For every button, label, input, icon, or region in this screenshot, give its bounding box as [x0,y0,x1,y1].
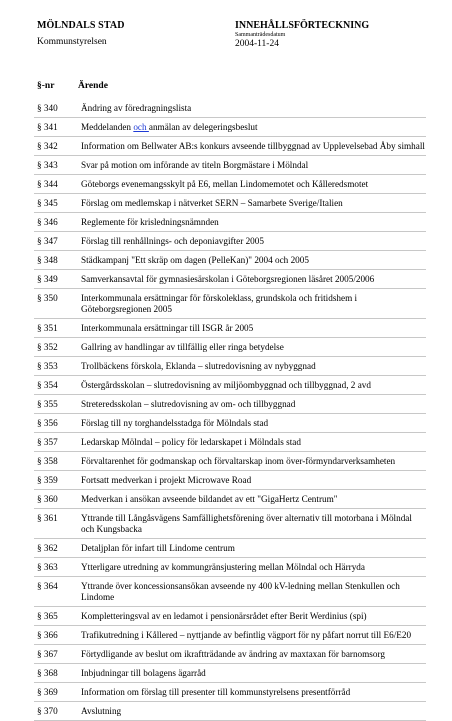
agenda-row [34,232,426,251]
agenda-item-text: Medverkan i ansökan avseende bildandet av ett "GigaHertz Centrum" [81,494,338,504]
paragraph-number: § 355 [37,399,58,409]
agenda-item-text: Yttrande till Långåsvägens Samfällighetsförening över alternativ till motorbana i Mölndal och Kungsbacka [81,513,412,534]
agenda-row [34,452,426,471]
paragraph-number: § 347 [37,236,58,246]
agenda-item-text: Östergårdsskolan – slutredovisning av miljöombyggnad och tillbyggnad, 2 avd [81,380,371,390]
agenda-item-text: Detaljplan för infart till Lindome centrum [81,543,235,553]
agenda-row [34,626,426,645]
paragraph-number: § 340 [37,103,58,113]
agenda-row [34,213,426,232]
paragraph-number: § 367 [37,649,58,659]
paragraph-number: § 357 [37,437,58,447]
agenda-row [34,702,426,721]
paragraph-number: § 364 [37,581,58,591]
agenda-item-text: Trafikutredning i Kållered – nyttjande av befintlig vägport för ny påfart norrut till E6/E20 [81,630,412,640]
agenda-row [34,137,426,156]
paragraph-number: § 342 [37,141,58,151]
paragraph-number: § 350 [37,293,58,303]
agenda-row [34,539,426,558]
agenda-row [34,99,426,118]
agenda-item-text: Förslag till ny torghandelsstadga för Mölndals stad [81,418,269,428]
paragraph-number: § 352 [37,342,58,352]
paragraph-number: § 356 [37,418,58,428]
agenda-item-text: Reglemente för krisledningsnämnden [81,217,219,227]
agenda-item-text: Information om förslag till presenter till kommunstyrelsens presentförråd [81,687,351,697]
agenda-row [34,338,426,357]
header-right [235,20,369,49]
agenda-row [34,664,426,683]
agenda-item-text: Inbjudningar till bolagens ägarråd [81,668,206,678]
meeting-date-label: Sammanträdesdatum [235,32,286,38]
agenda-item-text: Trollbäckens förskola, Eklanda – slutredovisning av nybyggnad [81,361,316,371]
paragraph-number: § 353 [37,361,58,371]
agenda-row [34,118,426,137]
agenda-row [34,509,426,539]
agenda-row [34,194,426,213]
agenda-row [34,175,426,194]
agenda-item-text: Ändring av föredragningslista [81,103,192,113]
department-name: Kommunstyrelsen [37,37,107,47]
agenda-row [34,319,426,338]
organization-name: MÖLNDALS STAD [37,20,125,31]
agenda-item-text: Kompletteringsval av en ledamot i pensionärsrådet efter Berit Werdinius (spi) [81,611,367,621]
agenda-row [34,414,426,433]
agenda-item-text: Gallring av handlingar av tillfällig eller ringa betydelse [81,342,284,352]
agenda-row [34,683,426,702]
paragraph-number: § 345 [37,198,58,208]
paragraph-number: § 370 [37,706,58,716]
agenda-row [34,357,426,376]
paragraph-number: § 344 [37,179,58,189]
paragraph-number: § 363 [37,562,58,572]
item-text-after: anmälan av delegeringsbeslut [148,122,258,132]
agenda-item-text: Ledarskap Mölndal – policy för ledarskapet i Mölndals stad [81,437,301,447]
agenda-item-text: Interkommunala ersättningar till ISGR år 2005 [81,323,254,333]
paragraph-number: § 368 [37,668,58,678]
paragraph-number: § 354 [37,380,58,390]
paragraph-number: § 358 [37,456,58,466]
agenda-item-text: Förslag om medlemskap i nätverket SERN – Samarbete Sverige/Italien [81,198,343,208]
column-header-arende: Ärende [78,81,108,91]
agenda-row [34,376,426,395]
agenda-item-text: Yttrande över koncessionsansökan avseende ny 400 kV-ledning mellan Stenkullen och Lindome [81,581,400,602]
agenda-table [34,99,426,721]
agenda-item-text: Fortsatt medverkan i projekt Microwave Road [81,475,252,485]
item-text-before: Meddelanden [81,122,134,132]
agenda-row [34,471,426,490]
header-left [37,20,125,47]
paragraph-number: § 343 [37,160,58,170]
paragraph-number: § 341 [37,122,58,132]
document-title: INNEHÅLLSFÖRTECKNING [235,20,370,31]
agenda-item-text: Information om Bellwater AB:s konkurs avseende tillbyggnad av Upplevelsebad Åby simhall [81,141,425,151]
meeting-date: 2004-11-24 [235,39,279,49]
agenda-item-text: Streteredsskolan – slutredovisning av om- och tillbyggnad [81,399,296,409]
agenda-row [34,251,426,270]
agenda-item-text: Göteborgs evenemangsskylt på E6, mellan Lindomemotet och Kålleredsmotet [81,179,369,189]
paragraph-number: § 348 [37,255,58,265]
paragraph-number: § 359 [37,475,58,485]
agenda-row [34,289,426,319]
agenda-row [34,490,426,509]
agenda-item-text: Förslag till renhållnings- och deponiavgifter 2005 [81,236,264,246]
agenda-row [34,395,426,414]
agenda-item-text: Interkommunala ersättningar för förskoleklass, grundskola och fritidshem i Göteborgsregionen 2005 [81,293,358,314]
agenda-row [34,270,426,289]
paragraph-number: § 362 [37,543,58,553]
paragraph-number: § 366 [37,630,58,640]
agenda-item-text: Samverkansavtal för gymnasiesärskolan i Göteborgsregionen läsåret 2005/2006 [81,274,375,284]
agenda-row [34,156,426,175]
paragraph-number: § 346 [37,217,58,227]
agenda-row [34,607,426,626]
paragraph-number: § 369 [37,687,58,697]
paragraph-number: § 365 [37,611,58,621]
agenda-row [34,433,426,452]
agenda-row [34,577,426,607]
paragraph-number: § 361 [37,513,58,523]
agenda-item-text: Svar på motion om införande av titeln Borgmästare i Mölndal [81,160,309,170]
agenda-item-text: Avslutning [81,706,122,716]
agenda-item-text [81,118,426,136]
agenda-row [34,645,426,664]
paragraph-number: § 360 [37,494,58,504]
agenda-item-text: Ytterligare utredning av kommungränsjustering mellan Mölndal och Härryda [81,562,365,572]
agenda-item-text: Förtydligande av beslut om ikraftträdande av ändring av maxtaxan för barnomsorg [81,649,385,659]
inline-link[interactable]: och [133,122,149,132]
paragraph-number: § 349 [37,274,58,284]
paragraph-number: § 351 [37,323,58,333]
agenda-row [34,558,426,577]
agenda-item-text: Förvaltarenhet för godmanskap och förvaltarskap inom över-förmyndarverksamheten [81,456,396,466]
agenda-item-text: Städkampanj "Ett skräp om dagen (PelleKan)" 2004 och 2005 [81,255,309,265]
column-header-nr: §-nr [37,81,55,91]
